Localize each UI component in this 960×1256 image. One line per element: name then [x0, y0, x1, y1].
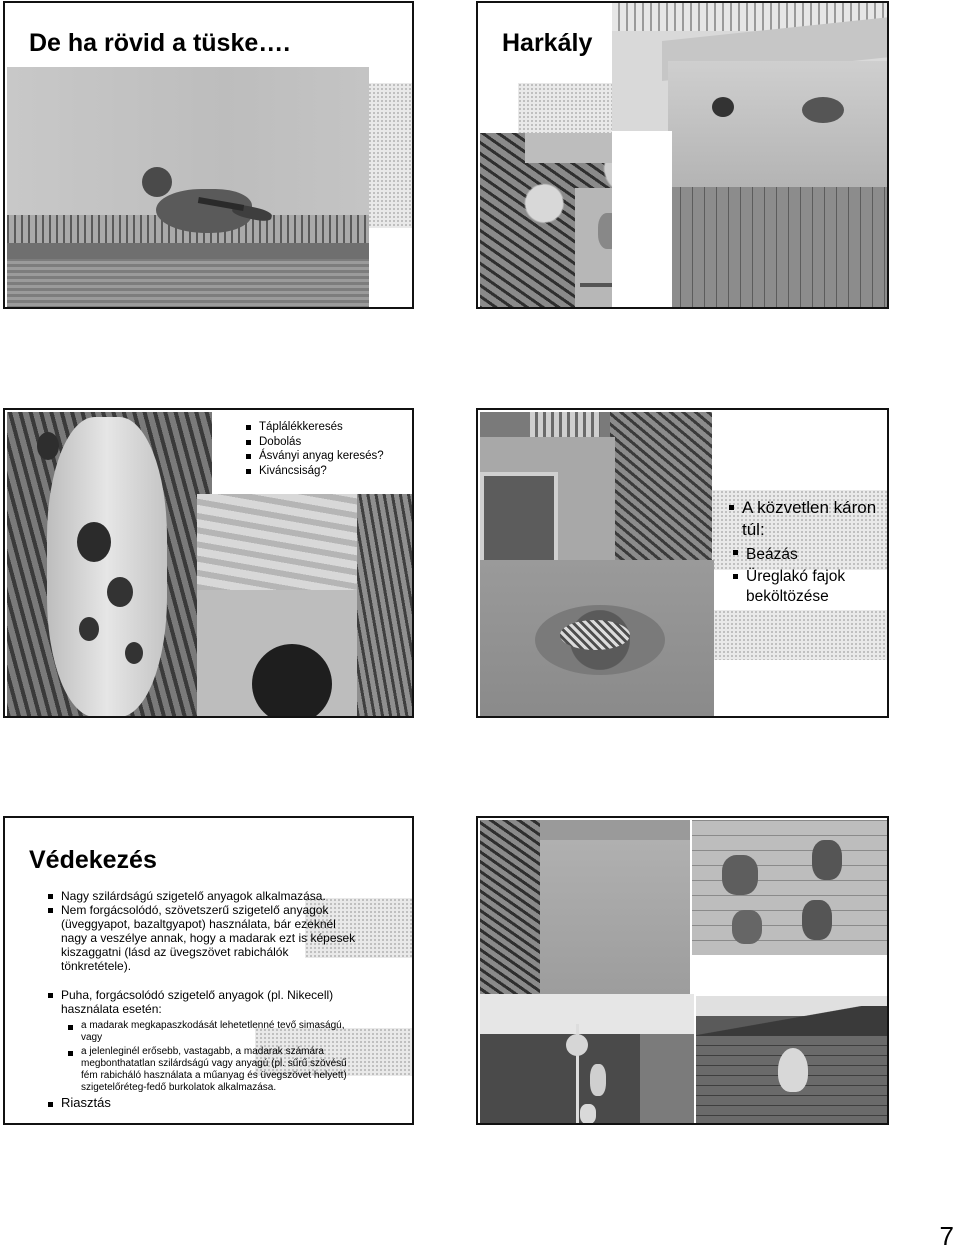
- pigeon-photo: [7, 67, 369, 309]
- bullet-item: Nem forgácsolódó, szövetszerű szigetelő anyagok (üveggyapot, bazaltgyapot) használata, bár ezeknél nagy a veszélye annak, hogy a madarak ezt is képesek kiszaggatni (lásd az üvegszövet rabichálók tönkretétele).: [61, 903, 411, 973]
- mobile-deterrent-photo: [480, 994, 694, 1125]
- nest-photo: [480, 560, 714, 718]
- slide-5: [3, 816, 414, 1125]
- slide-3-bullets: [259, 420, 384, 478]
- bullet-item: Puha, forgácsolódó szigetelő anyagok (pl. Nikecell) használata esetén:: [61, 988, 411, 1016]
- slide-1-title: De ha rövid a tüske….: [29, 29, 291, 57]
- deterrent-icon: [566, 1034, 588, 1056]
- bullet-item: Ásványi anyag keresés?: [259, 450, 384, 462]
- slide-3: [3, 408, 414, 718]
- slide-4-text: [742, 497, 876, 607]
- page-number: 7: [939, 1221, 954, 1251]
- bullet-item: Dobolás: [259, 435, 384, 450]
- pigeon-icon: [142, 167, 262, 235]
- slide-4: [476, 408, 889, 718]
- shed-photo: [696, 996, 889, 1125]
- sub-bullet-item: Beázás: [746, 543, 876, 567]
- deterrent-icon: [802, 900, 832, 940]
- slide-1: [3, 1, 414, 309]
- bullet-item: Kiváncsiság?: [259, 464, 384, 479]
- wall-photo: [480, 820, 690, 1000]
- bird-silhouette-icon: [778, 1048, 808, 1092]
- bullet-item: A közvetlen káron túl:: [742, 498, 877, 539]
- sub-bullet-item: a jelenleginél erősebb, vastagabb, a madarak számára megbonthatatlan szilárdságú vagy anyagú (pl. sűrű szövésű fém rabicháló használata a műanyag és üvegszövet helyett) szigetelőréteg-fedő burkolatok alkalmazása.: [81, 1046, 411, 1094]
- birdhouse-photo: [612, 1, 889, 309]
- slide-5-body: [61, 889, 411, 1110]
- deterrent-icon: [590, 1064, 606, 1096]
- slide-2: [476, 1, 889, 309]
- slide-6: [476, 816, 889, 1125]
- woodpecker-holes-photo: [7, 412, 212, 718]
- building-photo: [480, 412, 712, 572]
- sub-bullet-item: a madarak megkapaszkodását lehetetlenné tevő simaságú, vagy: [81, 1020, 411, 1044]
- deterrent-icon: [580, 1104, 596, 1124]
- dotted-panel: [714, 610, 889, 660]
- dotted-panel: [518, 83, 618, 138]
- slide-5-title: Védekezés: [29, 846, 157, 874]
- deterrent-icon: [722, 855, 758, 895]
- deterrent-icon: [812, 840, 842, 880]
- bullet-item: Nagy szilárdságú szigetelő anyagok alkalmazása.: [61, 889, 411, 903]
- wood-wall-deterrent-photo: [692, 820, 889, 955]
- birdhouse-hole-photo: [197, 494, 414, 718]
- bullet-item: Riasztás: [61, 1096, 411, 1110]
- deterrent-icon: [732, 910, 762, 944]
- sub-bullet-item: Üreglakó fajok beköltözése: [746, 567, 876, 607]
- slide-2-title: Harkály: [502, 29, 593, 57]
- bullet-item: Táplálékkeresés: [259, 420, 384, 435]
